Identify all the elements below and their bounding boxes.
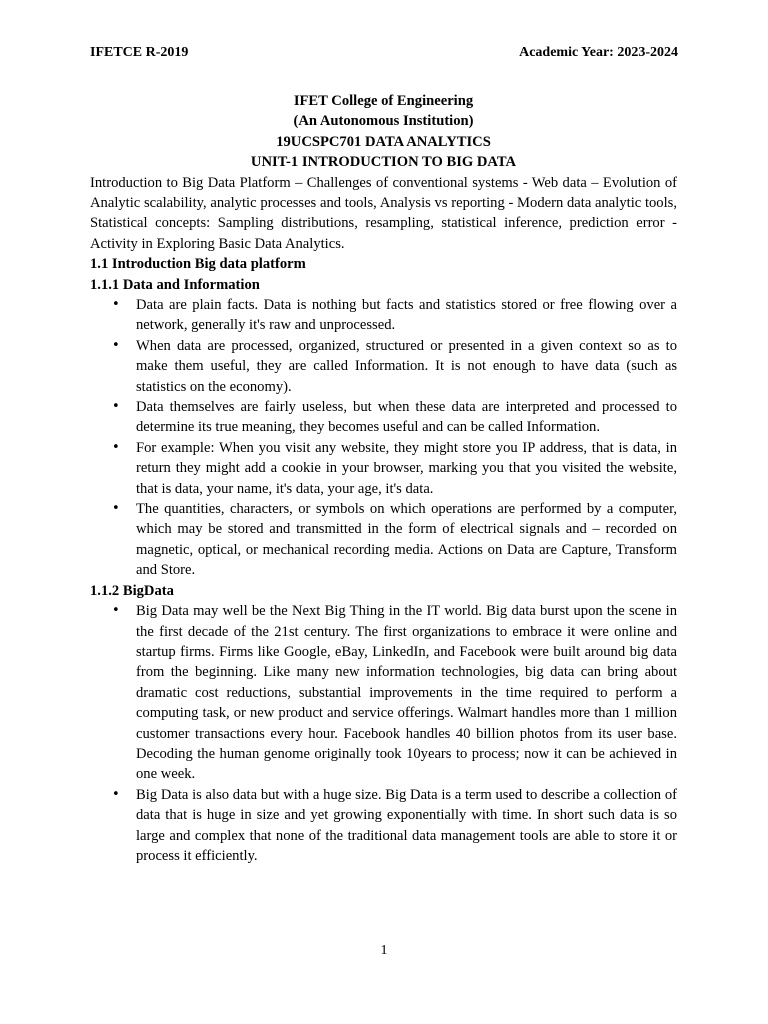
page-number: 1 — [380, 943, 388, 958]
document-body — [90, 91, 677, 866]
institution-status: (An Autonomous Institution) — [293, 113, 474, 130]
list-item: • The quantities, characters, or symbols on which operations are performed by a computer, which may be stored and transmitted in the form of electrical signals and – recorded on magnetic, optical, or mechanical recording media. Actions on Data are Capture, Transform and Store. — [136, 499, 677, 581]
syllabus-paragraph: Introduction to Big Data Platform – Challenges of conventional systems - Web data – Evolution of Analytic scalability, analytic processes and tools, Analysis vs reporting - Modern data analytic tools, Statistical concepts: Sampling distributions, resampling, statistical inference, prediction error - Activity in Exploring Basic Data Analytics. — [90, 174, 677, 252]
list-item: • Big Data is also data but with a huge size. Big Data is a term used to describe a collection of data that is huge in size and yet growing exponentially with time. In short such data is so large and complex that none of the traditional data management tools are able to store it or process it efficiently. — [136, 785, 677, 867]
header-academic-year: Academic Year: 2023-2024 — [519, 45, 678, 60]
list-item: • Data are plain facts. Data is nothing but facts and statistics stored or free flowing over a network, generally it's raw and unprocessed. — [136, 295, 677, 336]
page-header — [90, 45, 678, 61]
course-title: 19UCSPC701 DATA ANALYTICS — [276, 133, 491, 150]
title-block — [90, 91, 677, 173]
section-heading-1-1: 1.1 Introduction Big data platform — [90, 256, 306, 273]
bigdata-list — [90, 601, 677, 866]
section-heading-1-1-1: 1.1.1 Data and Information — [90, 276, 260, 293]
list-item: • Big Data may well be the Next Big Thing in the IT world. Big data burst upon the scene in the first decade of the 21st century. The first organizations to embrace it were online and startup firms. Firms like Google, eBay, LinkedIn, and Facebook were built around big data from the beginning. Like many new information technologies, big data can bring about dramatic cost reductions, substantial improvements in the time required to perform a computing task, or new product and service offerings. Walmart handles more than 1 million customer transactions every hour. Facebook handles 40 billion photos from its user base. Decoding the human genome originally took 10years to process; now it can be achieved in one week. — [136, 601, 677, 785]
college-name: IFET College of Engineering — [293, 93, 474, 109]
section-heading-1-1-2: 1.1.2 BigData — [90, 582, 174, 599]
data-information-list — [90, 295, 677, 581]
list-item: • For example: When you visit any website, they might store you IP address, that is data, in return they might add a cookie in your browser, marking you that you visited the website, that is data, your name, it's data, your age, it's data. — [136, 438, 677, 499]
list-item: • Data themselves are fairly useless, but when these data are interpreted and processed to determine its true meaning, they becomes useful and can be called Information. — [136, 397, 677, 438]
header-regulation: IFETCE R-2019 — [90, 45, 189, 60]
unit-title: UNIT-1 INTRODUCTION TO BIG DATA — [250, 154, 517, 171]
list-item: • When data are processed, organized, structured or presented in a given context so as to make them useful, they are called Information. It is not enough to have data (such as statistics on the economy). — [136, 336, 677, 397]
